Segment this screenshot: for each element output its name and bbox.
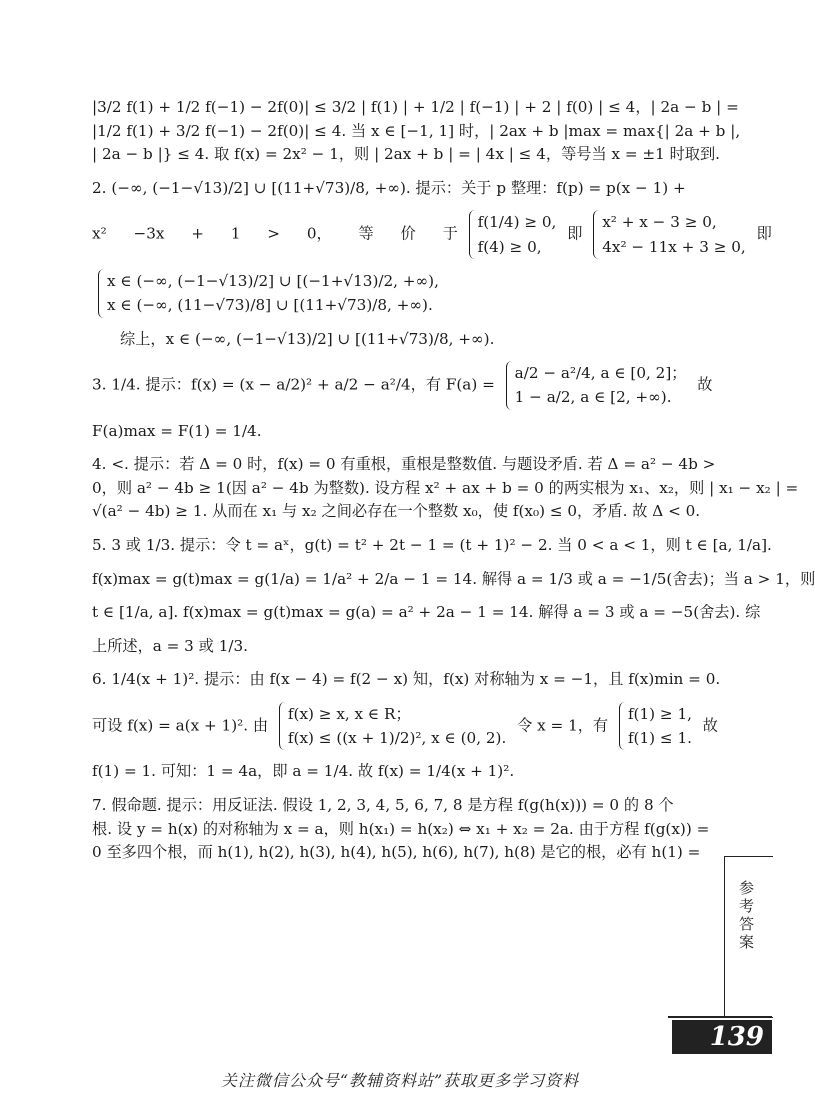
answer-6-system [92,702,718,751]
text-span: 故 [702,716,718,735]
answer-2-conclusion: 综上，x ∈ (−∞, (−1−√13)/2] ∪ [(11+√73)/8, +∞). [120,329,495,348]
answer-6-line: 6. 1/4(x + 1)². 提示：由 f(x − 4) = f(2 − x) 知，f(x) 对称轴为 x = −1，且 f(x)min = 0. [92,670,721,689]
text-line: |1/2 f(1) + 3/2 f(−1) − 2f(0)| ≤ 4. 当 x ∈ [−1, 1] 时，| 2ax + b |max = max{| 2a + b |, [92,121,741,140]
case-line: 1 − a/2, a ∈ [2, +∞). [514,388,672,407]
text-span: 3. 1/4. 提示：f(x) = (x − a/2)² + a/2 − a²/4，有 F(a) = [92,375,495,394]
case-line: f(x) ≥ x, x ∈ R； [287,704,411,723]
case-line: f(x) ≤ ((x + 1)/2)², x ∈ (0, 2). [287,729,507,748]
sidebar-label: 参考答案 [739,879,755,951]
case-brace [98,269,439,318]
text-line: 0 至多四个根，而 h(1), h(2), h(3), h(4), h(5), h(6), h(7), h(8) 是它的根，必有 h(1) = [92,843,701,862]
case-line: x ∈ (−∞, (−1−√13)/2] ∪ [(−1+√13)/2, +∞), [107,271,439,290]
answer-4-line: 4. <. 提示：若 Δ = 0 时，f(x) = 0 有重根，重根是整数值. 与题设矛盾. 若 Δ = a² − 4b > [92,455,716,474]
case-line: 4x² − 11x + 3 ≥ 0, [602,237,746,256]
answer-3-line [92,361,714,410]
case-brace [619,702,692,751]
sidebar-tab [724,856,773,1018]
text-span: 即 [756,224,772,243]
case-line: f(1) ≥ 1, [627,704,692,723]
case-brace [593,210,746,259]
text-span: x² −3x + 1 > 0， 等 价 于 [92,224,458,243]
text-line: f(x)max = g(t)max = g(1/a) = 1/a² + 2/a − 1 = 14. 解得 a = 1/3 或 a = −1/5(舍去)；当 a > 1，则 [92,569,815,588]
answer-2-line: 2. (−∞, (−1−√13)/2] ∪ [(11+√73)/8, +∞). 提示：关于 p 整理：f(p) = p(x − 1) + [92,178,686,197]
text-line: f(1) = 1. 可知：1 = 4a，即 a = 1/4. 故 f(x) = 1/4(x + 1)². [92,762,515,781]
case-line: a/2 − a²/4, a ∈ [0, 2]； [514,364,687,383]
text-line: |3/2 f(1) + 1/2 f(−1) − 2f(0)| ≤ 3/2 | f(1) | + 1/2 | f(−1) | + 2 | f(0) | ≤ 4，| 2a − b | = [92,98,739,116]
footer-note: 关注微信公众号“教辅资料站”获取更多学习资料 [220,1071,580,1090]
case-brace [279,702,506,751]
page-rule [668,1016,772,1018]
text-span: 即 [567,224,583,243]
text-line: 根. 设 y = h(x) 的对称轴为 x = a，则 h(x₁) = h(x₂) ⇔ x₁ + x₂ = 2a. 由于方程 f(g(x)) = [92,819,710,838]
answer-2-union [92,269,714,318]
case-line: f(1) ≤ 1. [627,729,692,748]
answer-7-line: 7. 假命题. 提示：用反证法. 假设 1, 2, 3, 4, 5, 6, 7, 8 是方程 f(g(h(x))) = 0 的 8 个 [92,795,674,814]
text-span: 故 [697,375,713,394]
text-line: 上所述，a = 3 或 1/3. [92,636,248,655]
case-line: x ∈ (−∞, (11−√73)/8] ∪ [(11+√73)/8, +∞). [107,296,433,315]
page-number: 139 [672,1020,772,1054]
answer-2-system [92,210,772,259]
text-line: √(a² − 4b) ≥ 1. 从而在 x₁ 与 x₂ 之间必存在一个整数 x₀，使 f(x₀) ≤ 0，矛盾. 故 Δ < 0. [92,502,701,521]
answer-5-line: 5. 3 或 1/3. 提示：令 t = aˣ，g(t) = t² + 2t − 1 = (t + 1)² − 2. 当 0 < a < 1，则 t ∈ [a, 1/a]. [92,535,772,554]
case-brace [506,361,687,410]
text-line: 0，则 a² − 4b ≥ 1(因 a² − 4b 为整数). 设方程 x² + ax + b = 0 的两实根为 x₁、x₂，则 | x₁ − x₂ | = [92,478,799,497]
text-span: 令 x = 1，有 [517,716,609,735]
text-line: t ∈ [1/a, a]. f(x)max = g(t)max = g(a) = a² + 2a − 1 = 14. 解得 a = 3 或 a = −5(舍去). 综 [92,603,761,622]
case-line: f(4) ≥ 0, [477,237,542,256]
case-brace [469,210,557,259]
text-line: F(a)max = F(1) = 1/4. [92,421,262,440]
text-line: | 2a − b |} ≤ 4. 取 f(x) = 2x² − 1，则 | 2ax + b | = | 4x | ≤ 4，等号当 x = ±1 时取到. [92,145,721,164]
case-line: x² + x − 3 ≥ 0, [602,213,717,232]
answer-content [92,96,815,865]
text-span: 可设 f(x) = a(x + 1)². 由 [92,716,269,735]
case-line: f(1/4) ≥ 0, [477,213,557,232]
